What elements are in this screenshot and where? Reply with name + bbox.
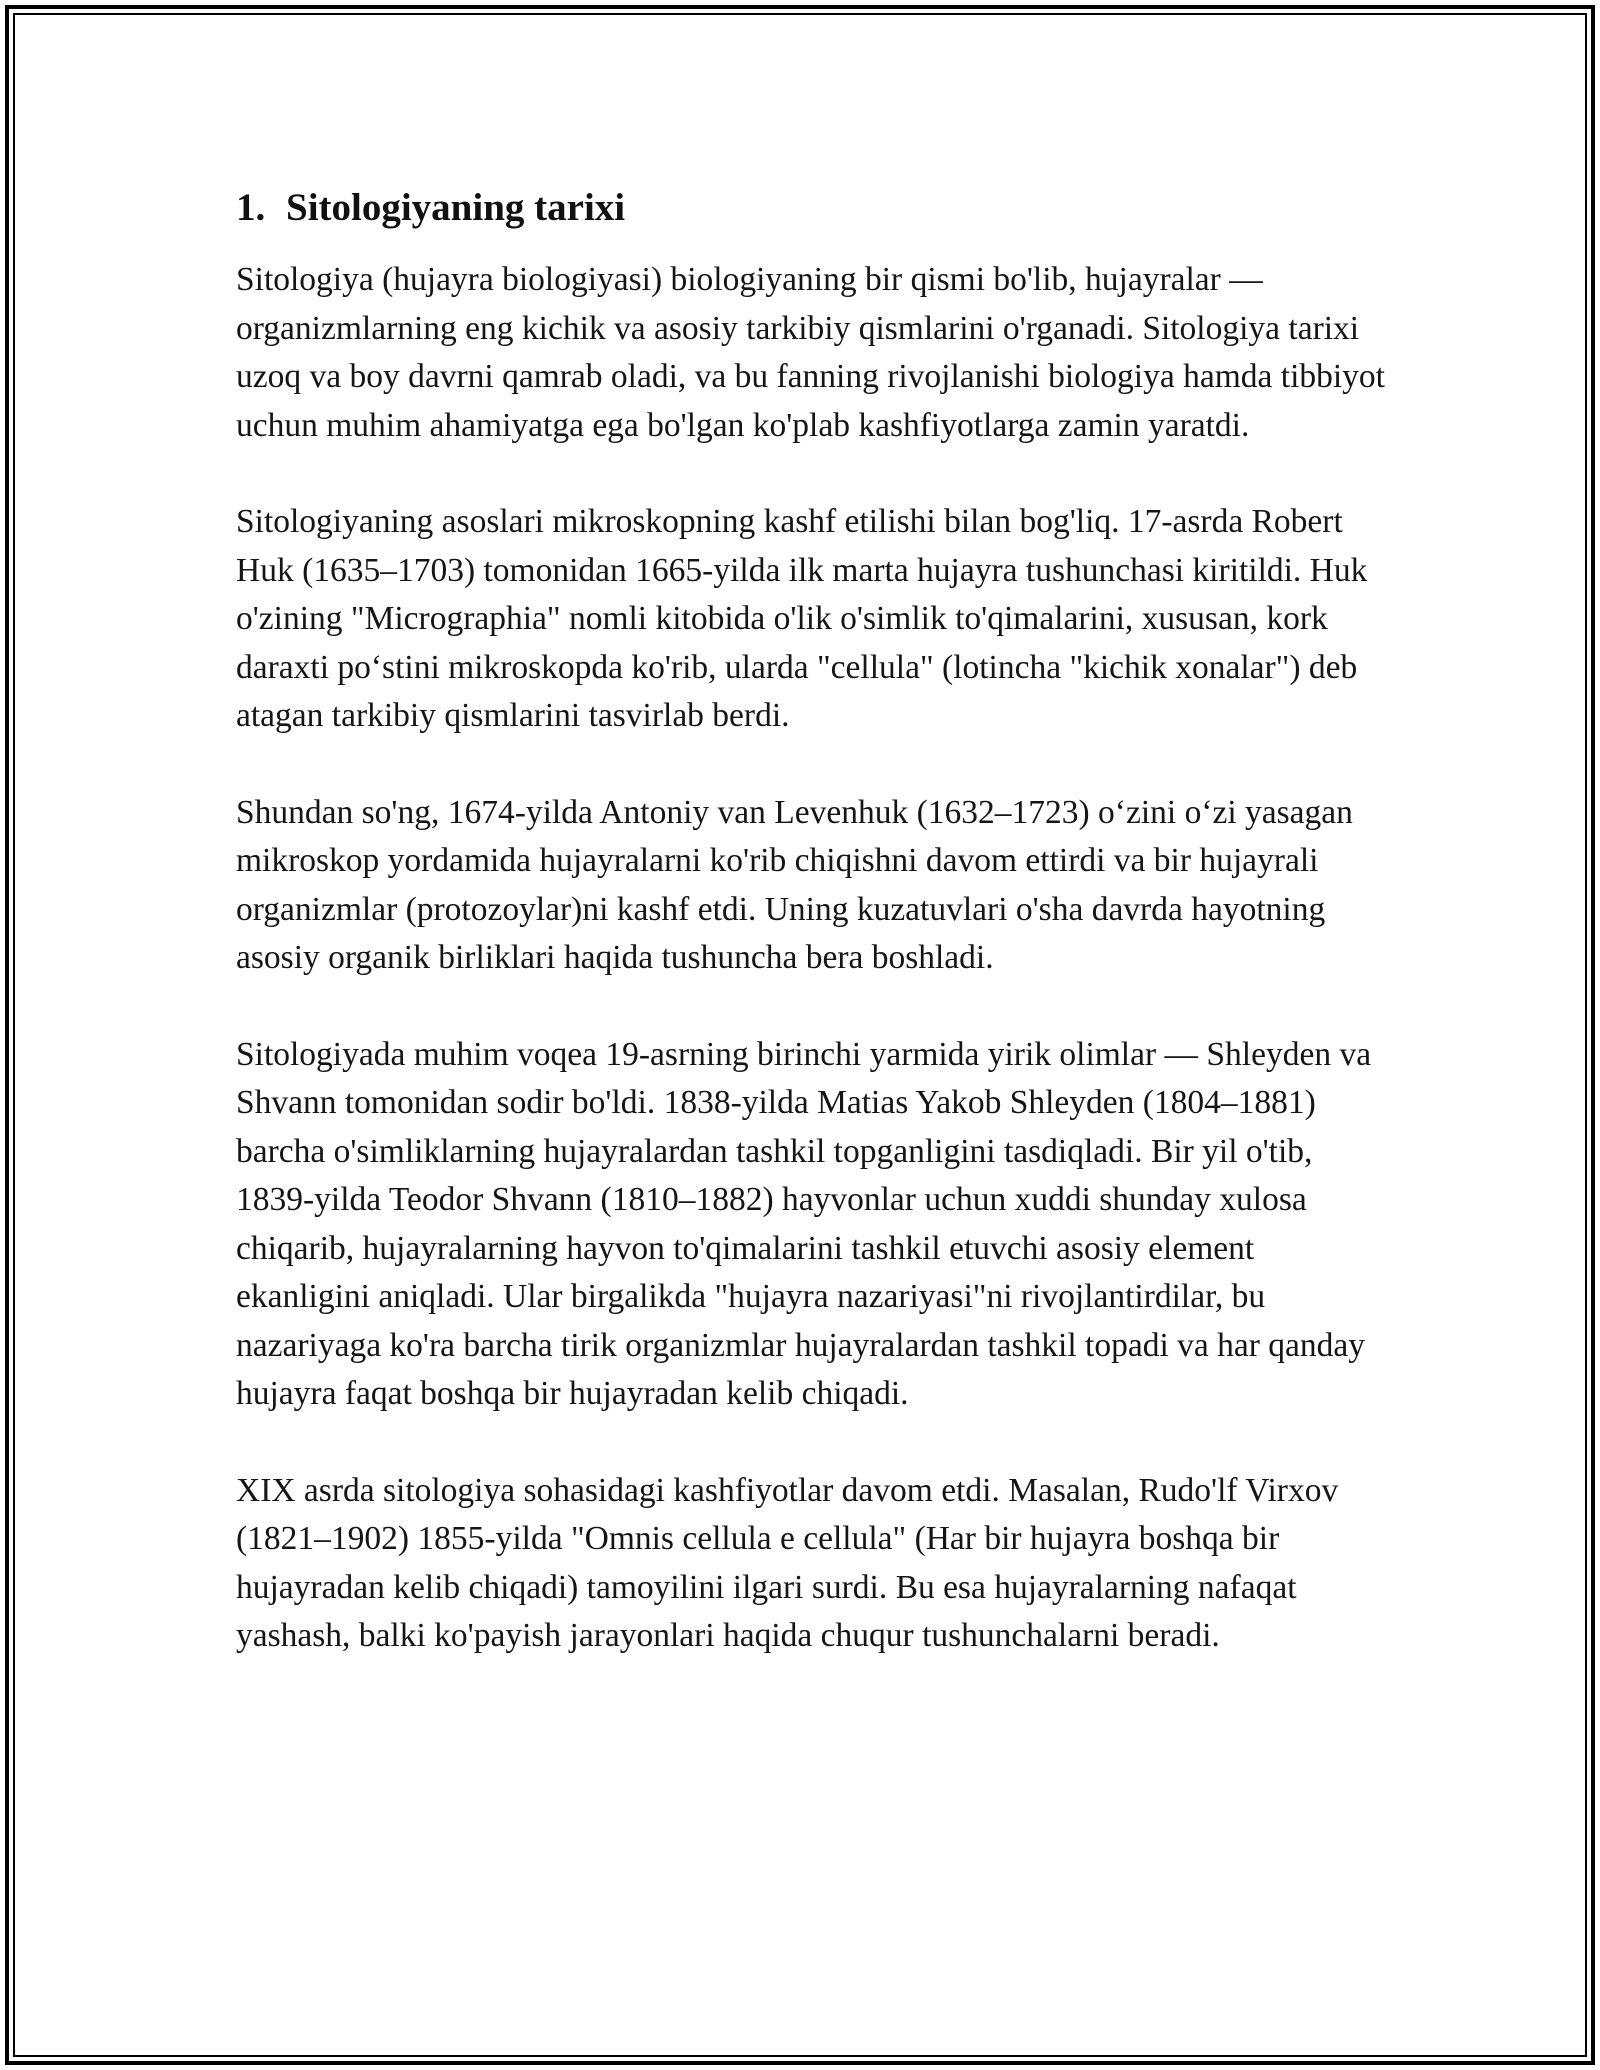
section-title: Sitologiyaning tarixi: [286, 186, 626, 229]
paragraph-hooke: Sitologiyaning asoslari mikroskopning kashf etilishi bilan bog'liq. 17-asrda Robert Huk (1635–1703) tomonidan 1665-yilda ilk marta hujayra tushunchasi kiritildi. Huk o'zining "Micrographia" nomli kitobida o'lik o'simlik to'qimalarini, xususan, kork daraxti po‘stini mikroskopda ko'rib, ularda "cellula" (lotincha "kichik xonalar") deb atagan tarkibiy qismlarini tasvirlab berdi.: [236, 503, 1368, 734]
paragraph-schleiden-schwann: Sitologiyada muhim voqea 19-asrning birinchi yarmida yirik olimlar — Shleyden va Shvann tomonidan sodir bo'ldi. 1838-yilda Matias Yakob Shleyden (1804–1881) barcha o'simliklarning hujayralardan tashkil topganligini tasdiqladi. Bir yil o'tib, 1839-yilda Teodor Shvann (1810–1882) hayvonlar uchun xuddi shunday xulosa chiqarib, hujayralarning hayvon to'qimalarini tashkil etuvchi asosiy element ekanligini aniqladi. Ular birgalikda "hujayra nazariyasi"ni rivojlantirdilar, bu nazariyaga ko'ra barcha tirik organizmlar hujayralardan tashkil topadi va har qanday hujayra faqat boshqa bir hujayradan kelib chiqadi.: [236, 1035, 1372, 1412]
paragraph-virchow: XIX asrda sitologiya sohasidagi kashfiyotlar davom etdi. Masalan, Rudo'lf Virxov (1821–1902) 1855-yilda "Omnis cellula e cellula" (Har bir hujayra boshqa bir hujayradan kelib chiqadi) tamoyilini ilgari surdi. Bu esa hujayralarning nafaqat yashash, balki ko'payish jarayonlari haqida chuqur tushunchalarni beradi.: [236, 1471, 1339, 1654]
section-number: 1.: [236, 186, 266, 229]
paragraph-intro: Sitologiya (hujayra biologiyasi) biologiyaning bir qismi bo'lib, hujayralar — organizmlarning eng kichik va asosiy tarkibiy qismlarini o'rganadi. Sitologiya tarixi uzoq va boy davrni qamrab oladi, va bu fanning rivojlanishi biologiya hamda tibbiyot uchun muhim ahamiyatga ega bo'lgan ko'plab kashfiyotlarga zamin yaratdi.: [236, 261, 1385, 444]
section-heading: [236, 186, 1386, 230]
document-body: [236, 186, 1386, 1709]
paragraph-leeuwenhoek: Shundan so'ng, 1674-yilda Antoniy van Levenhuk (1632–1723) o‘zini o‘zi yasagan mikroskop yordamida hujayralarni ko'rib chiqishni davom ettirdi va bir hujayrali organizmlar (protozoylar)ni kashf etdi. Uning kuzatuvlari o'sha davrda hayotning asosiy organik birliklari haqida tushuncha bera boshladi.: [236, 793, 1353, 976]
